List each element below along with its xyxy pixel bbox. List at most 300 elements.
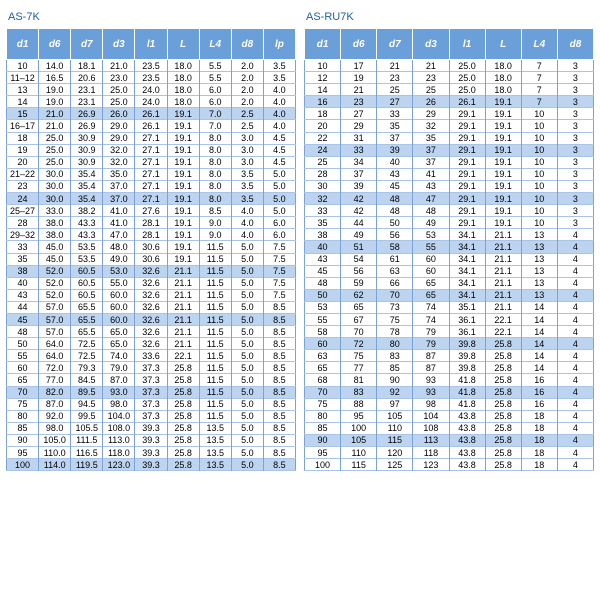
table-cell: 2.5 [231, 108, 263, 120]
table-cell: 9.0 [199, 229, 231, 241]
table-row [305, 447, 594, 459]
table-cell: 37 [377, 132, 413, 144]
table-cell: 57.0 [39, 313, 71, 325]
table-cell: 123 [413, 459, 449, 471]
table-cell: 21.0 [103, 60, 135, 72]
table-cell: 16.5 [39, 72, 71, 84]
column-header-d1: d1 [305, 29, 341, 60]
table-cell: 5.0 [231, 241, 263, 253]
table-cell: 19.1 [485, 96, 521, 108]
table-cell: 99.5 [71, 410, 103, 422]
table-cell: 20.6 [71, 72, 103, 84]
table-cell: 10 [521, 156, 557, 168]
table-cell: 7 [521, 84, 557, 96]
table-cell: 80 [7, 410, 39, 422]
column-header-d8: d8 [231, 29, 263, 60]
table-cell: 19.1 [167, 168, 199, 180]
table-cell: 65 [413, 289, 449, 301]
table-row [305, 326, 594, 338]
table-cell: 33 [377, 108, 413, 120]
table-cell: 21.1 [485, 229, 521, 241]
table-row [7, 277, 296, 289]
table-panel-as-ru7k [304, 6, 594, 471]
table-cell: 5.0 [231, 447, 263, 459]
table-cell: 25.0 [103, 84, 135, 96]
table-cell: 5.0 [231, 338, 263, 350]
table-cell: 32.6 [135, 277, 167, 289]
table-row [7, 362, 296, 374]
table-cell: 7.5 [273, 278, 286, 289]
table-cell: 12 [305, 72, 341, 84]
table-row [7, 156, 296, 168]
table-cell: 72.5 [71, 338, 103, 350]
table-cell: 34.1 [449, 229, 485, 241]
table-cell: 39.8 [449, 362, 485, 374]
table-cell: 39 [377, 144, 413, 156]
table-cell: 25.8 [485, 350, 521, 362]
table-cell: 4 [557, 338, 593, 350]
column-header-l: L [485, 29, 521, 60]
table-cell: 11.5 [199, 410, 231, 422]
table-row [7, 72, 296, 84]
table-cell: 25.8 [167, 410, 199, 422]
table-cell: 55 [413, 241, 449, 253]
table-cell: 23.1 [71, 96, 103, 108]
table-cell: 38 [305, 229, 341, 241]
table-row [7, 398, 296, 410]
table-row [305, 108, 594, 120]
table-cell: 105 [341, 434, 377, 446]
table-cell: 6.0 [199, 84, 231, 96]
table-cell: 65 [341, 301, 377, 313]
table-cell: 8.0 [199, 132, 231, 144]
table-cell: 35 [413, 132, 449, 144]
table-cell: 3.5 [273, 60, 286, 71]
table-cell: 89.5 [71, 386, 103, 398]
table-cell: 33 [7, 241, 39, 253]
table-cell: 42 [341, 205, 377, 217]
table-cell: 13.5 [199, 447, 231, 459]
table-cell: 113.0 [103, 434, 135, 446]
table-cell: 4.0 [263, 108, 295, 120]
table-cell: 18.0 [167, 84, 199, 96]
table-cell: 48 [377, 205, 413, 217]
table-cell: 30.0 [39, 193, 71, 205]
table-title: AS-RU7K [306, 11, 354, 23]
table-row [305, 313, 594, 325]
table-cell: 39.3 [135, 422, 167, 434]
table-cell: 29.1 [449, 217, 485, 229]
table-cell: 21.1 [167, 313, 199, 325]
table-cell: 14 [521, 313, 557, 325]
table-cell: 32.6 [135, 289, 167, 301]
table-row [305, 72, 594, 84]
table-cell: 3 [572, 217, 578, 228]
table-row [305, 362, 594, 374]
table-cell: 19.1 [167, 156, 199, 168]
table-cell: 4 [572, 411, 578, 422]
table-cell: 41.0 [103, 205, 135, 217]
table-cell: 18.0 [485, 60, 521, 72]
table-cell: 25.8 [167, 386, 199, 398]
table-cell: 39.3 [135, 434, 167, 446]
table-row [305, 84, 594, 96]
table-cell: 55.0 [103, 277, 135, 289]
table-row [7, 459, 296, 471]
table-cell: 21 [377, 60, 413, 72]
table-cell: 7 [521, 96, 557, 108]
table-cell: 13 [521, 241, 557, 253]
table-cell: 4 [572, 374, 578, 385]
table-cell: 5.0 [231, 350, 263, 362]
table-cell: 25.8 [167, 434, 199, 446]
table-cell: 27.1 [135, 168, 167, 180]
table-cell: 3.5 [231, 193, 263, 205]
table-cell: 8.5 [273, 435, 286, 446]
table-cell: 39.8 [449, 338, 485, 350]
table-cell: 40 [7, 277, 39, 289]
table-cell: 21 [413, 60, 449, 72]
table-cell: 23.5 [135, 60, 167, 72]
table-cell: 34.1 [449, 265, 485, 277]
table-cell: 2.0 [231, 60, 263, 72]
table-cell: 79 [413, 338, 449, 350]
table-cell: 5.0 [231, 253, 263, 265]
table-row [7, 447, 296, 459]
table-cell: 4.5 [273, 133, 286, 144]
table-cell: 108.0 [103, 422, 135, 434]
table-cell: 27.1 [135, 144, 167, 156]
table-cell: 5.0 [273, 205, 286, 216]
table-cell: 29.1 [449, 193, 485, 205]
table-cell: 4.0 [273, 96, 286, 107]
table-cell: 50 [377, 217, 413, 229]
table-cell: 5.0 [231, 434, 263, 446]
table-row [305, 374, 594, 386]
table-cell: 18.0 [485, 84, 521, 96]
table-row [305, 277, 594, 289]
table-cell: 29.1 [449, 156, 485, 168]
table-row [7, 434, 296, 446]
table-cell: 14 [7, 96, 39, 108]
table-cell: 24.0 [135, 84, 167, 96]
table-cell: 53.5 [71, 253, 103, 265]
table-cell: 6.0 [273, 229, 286, 240]
table-cell: 33.6 [135, 350, 167, 362]
table-cell: 21.0 [39, 120, 71, 132]
table-cell: 37.3 [135, 386, 167, 398]
table-cell: 18.1 [71, 60, 103, 72]
table-cell: 60.5 [71, 277, 103, 289]
table-cell: 45 [377, 180, 413, 192]
table-cell: 27.1 [135, 193, 167, 205]
table-cell: 92 [377, 386, 413, 398]
table-cell: 65.0 [103, 338, 135, 350]
table-cell: 19.1 [485, 217, 521, 229]
table-row [305, 265, 594, 277]
table-cell: 18 [7, 132, 39, 144]
table-cell: 70 [305, 386, 341, 398]
table-cell: 65.5 [71, 301, 103, 313]
table-cell: 4 [572, 362, 578, 373]
table-cell: 110 [377, 422, 413, 434]
table-cell: 90 [7, 434, 39, 446]
table-cell: 5.0 [231, 265, 263, 277]
table-cell: 25.8 [485, 422, 521, 434]
table-cell: 25.8 [167, 362, 199, 374]
table-cell: 87 [413, 350, 449, 362]
table-cell: 7.0 [199, 120, 231, 132]
table-cell: 45 [305, 265, 341, 277]
table-cell: 19.1 [167, 132, 199, 144]
table-cell: 41.8 [449, 386, 485, 398]
table-cell: 40 [305, 241, 341, 253]
table-cell: 3 [572, 84, 578, 95]
table-cell: 39.8 [449, 350, 485, 362]
table-cell: 11.5 [199, 313, 231, 325]
table-cell: 7.0 [199, 108, 231, 120]
table-row [7, 374, 296, 386]
table-cell: 41.8 [449, 398, 485, 410]
table-cell: 29–32 [7, 229, 39, 241]
column-header-l4: L4 [199, 29, 231, 60]
table-cell: 30.6 [135, 253, 167, 265]
table-row [7, 120, 296, 132]
table-cell: 5.0 [231, 301, 263, 313]
table-cell: 43 [413, 180, 449, 192]
table-cell: 20 [305, 120, 341, 132]
table-row [7, 144, 296, 156]
table-cell: 18 [521, 459, 557, 471]
table-cell: 93 [413, 386, 449, 398]
table-cell: 34.1 [449, 277, 485, 289]
table-cell: 18.0 [485, 72, 521, 84]
table-cell: 10 [521, 217, 557, 229]
table-cell: 11.5 [199, 289, 231, 301]
table-cell: 21.1 [167, 301, 199, 313]
table-cell: 82.0 [39, 386, 71, 398]
table-cell: 95 [305, 447, 341, 459]
table-cell: 10 [521, 168, 557, 180]
table-cell: 74.0 [103, 350, 135, 362]
table-cell: 52.0 [39, 277, 71, 289]
table-cell: 3.5 [273, 72, 286, 83]
table-cell: 16–17 [7, 120, 39, 132]
table-cell: 38 [7, 265, 39, 277]
table-cell: 100 [7, 459, 39, 471]
table-cell: 19.0 [39, 96, 71, 108]
table-cell: 4.5 [273, 145, 286, 156]
table-cell: 60 [413, 265, 449, 277]
table-cell: 16 [521, 398, 557, 410]
table-cell: 113 [413, 434, 449, 446]
table-cell: 18 [521, 422, 557, 434]
table-cell: 25.8 [167, 459, 199, 471]
table-cell: 52.0 [39, 265, 71, 277]
table-cell: 3 [572, 121, 578, 132]
table-cell: 4 [557, 289, 593, 301]
table-cell: 8.5 [273, 447, 286, 458]
table-cell: 63 [377, 265, 413, 277]
table-cell: 5.0 [273, 181, 286, 192]
table-cell: 43.3 [71, 229, 103, 241]
table-cell: 104.0 [103, 410, 135, 422]
table-row [305, 132, 594, 144]
table-cell: 8.5 [273, 423, 286, 434]
table-row [7, 410, 296, 422]
table-cell: 43 [7, 289, 39, 301]
table-cell: 16 [305, 96, 341, 108]
table-cell: 72.5 [71, 350, 103, 362]
table-cell: 33.0 [39, 205, 71, 217]
table-cell: 50 [7, 338, 39, 350]
table-cell: 19.1 [167, 120, 199, 132]
table-cell: 23.1 [71, 84, 103, 96]
table-cell: 25.8 [485, 398, 521, 410]
table-cell: 98.0 [103, 398, 135, 410]
column-header-l: L [167, 29, 199, 60]
table-cell: 115 [341, 459, 377, 471]
table-row [305, 422, 594, 434]
table-cell: 41.8 [449, 374, 485, 386]
table-cell: 11.5 [199, 350, 231, 362]
table-cell: 53.5 [71, 241, 103, 253]
table-cell: 14 [305, 84, 341, 96]
table-cell: 3 [572, 169, 578, 180]
table-cell: 4 [572, 314, 578, 325]
table-cell: 26.9 [71, 108, 103, 120]
table-cell: 119.5 [71, 459, 103, 471]
table-cell: 26.1 [135, 120, 167, 132]
table-cell: 13 [521, 253, 557, 265]
table-cell: 13 [521, 265, 557, 277]
table-cell: 7.5 [273, 241, 286, 252]
table-row [305, 410, 594, 422]
table-cell: 8.5 [263, 313, 295, 325]
table-cell: 87 [413, 362, 449, 374]
table-cell: 23.5 [135, 72, 167, 84]
table-cell: 8.5 [273, 326, 286, 337]
table-cell: 8.5 [273, 399, 286, 410]
table-cell: 49.0 [103, 253, 135, 265]
table-cell: 70 [377, 289, 413, 301]
table-cell: 93 [413, 374, 449, 386]
table-cell: 30.6 [135, 241, 167, 253]
table-cell: 26.9 [71, 120, 103, 132]
table-row [7, 313, 296, 325]
table-cell: 79.0 [103, 362, 135, 374]
table-cell: 62 [341, 289, 377, 301]
table-cell: 24 [7, 193, 39, 205]
table-cell: 98.0 [39, 422, 71, 434]
table-cell: 48.0 [103, 241, 135, 253]
table-cell: 73 [377, 301, 413, 313]
table-row [7, 96, 296, 108]
table-cell: 29.1 [449, 144, 485, 156]
table-cell: 59 [341, 277, 377, 289]
table-cell: 35.0 [103, 168, 135, 180]
table-cell: 25.8 [167, 447, 199, 459]
table-cell: 43 [305, 253, 341, 265]
table-cell: 25.8 [485, 447, 521, 459]
column-header-d7: d7 [377, 29, 413, 60]
table-cell: 3 [572, 205, 578, 216]
table-cell: 4 [572, 229, 578, 240]
table-cell: 25.8 [485, 362, 521, 374]
column-header-l4: L4 [521, 29, 557, 60]
table-cell: 43.3 [71, 217, 103, 229]
table-cell: 4.0 [273, 121, 286, 132]
table-cell: 30 [305, 180, 341, 192]
table-cell: 66 [377, 277, 413, 289]
table-cell: 29 [413, 108, 449, 120]
column-header-l1: l1 [449, 29, 485, 60]
table-cell: 110 [341, 447, 377, 459]
table-cell: 9.0 [199, 217, 231, 229]
table-cell: 32 [305, 193, 341, 205]
table-cell: 39.3 [135, 447, 167, 459]
table-cell: 11.5 [199, 362, 231, 374]
table-cell: 84.5 [71, 374, 103, 386]
table-cell: 23 [413, 72, 449, 84]
table-cell: 90 [305, 434, 341, 446]
table-cell: 21.1 [485, 253, 521, 265]
table-cell: 25 [413, 84, 449, 96]
table-cell: 4 [557, 434, 593, 446]
table-row [305, 156, 594, 168]
table-cell: 11–12 [7, 72, 39, 84]
table-cell: 19.1 [485, 120, 521, 132]
table-cell: 10 [521, 144, 557, 156]
table-row [305, 60, 594, 72]
table-cell: 18 [521, 447, 557, 459]
table-cell: 3 [557, 144, 593, 156]
table-cell: 18.0 [167, 60, 199, 72]
table-cell: 74 [413, 313, 449, 325]
table-row [305, 229, 594, 241]
table-cell: 2.0 [231, 96, 263, 108]
table-cell: 25.0 [449, 72, 485, 84]
table-cell: 21.1 [167, 326, 199, 338]
table-cell: 31 [341, 132, 377, 144]
table-cell: 25.0 [449, 84, 485, 96]
table-cell: 100 [305, 459, 341, 471]
table-cell: 13.5 [199, 434, 231, 446]
table-cell: 60 [413, 253, 449, 265]
table-cell: 22.1 [167, 350, 199, 362]
table-cell: 25.8 [485, 374, 521, 386]
table-cell: 80 [305, 410, 341, 422]
table-cell: 43.8 [449, 447, 485, 459]
table-cell: 5.0 [231, 374, 263, 386]
table-row [305, 217, 594, 229]
table-cell: 27 [341, 108, 377, 120]
table-cell: 48 [305, 277, 341, 289]
table-cell: 19.1 [485, 144, 521, 156]
table-cell: 95 [341, 410, 377, 422]
table-cell: 4 [572, 254, 578, 265]
table-cell: 19.1 [485, 108, 521, 120]
table-cell: 25.8 [167, 422, 199, 434]
table-cell: 8.5 [273, 350, 286, 361]
table-cell: 10 [521, 193, 557, 205]
table-cell: 72 [341, 338, 377, 350]
table-cell: 34 [341, 156, 377, 168]
table-cell: 7.5 [273, 254, 286, 265]
table-cell: 115 [377, 434, 413, 446]
table-cell: 10 [521, 120, 557, 132]
table-cell: 61 [377, 253, 413, 265]
